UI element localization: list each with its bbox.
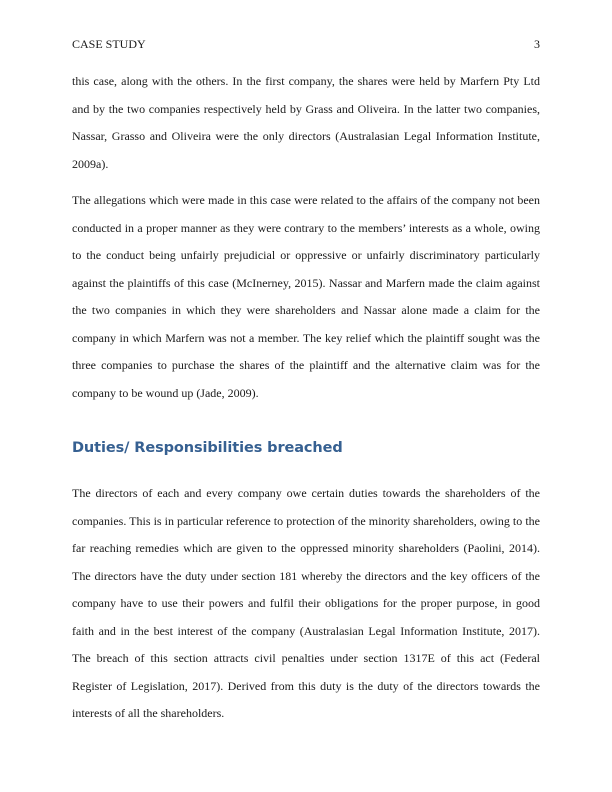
body-paragraph-2: The allegations which were made in this case were related to the affairs of the company not been conducted in a proper manner as they were contrary to the members’ interests as a whole, owing to the conduct being unfairly prejudicial or oppressive or unfairly discriminatory particularly against the plaintiffs of this case (McInerney, 2015). Nassar and Marfern made the claim against the two companies in which they were shareholders and Nassar alone made a claim for the company in which Marfern was not a member. The key relief which the plaintiff sought was the three companies to purchase the shares of the plaintiff and the alternative claim was for the company to be wound up (Jade, 2009). bbox=[72, 193, 540, 400]
body-paragraph-1: this case, along with the others. In the first company, the shares were held by Marfern Pty Ltd and by the two companies respectively held by Grass and Oliveira. In the latter two companies, Nassar, Grasso and Oliveira were the only directors (Australasian Legal Information Institute, 2009a). bbox=[72, 74, 540, 171]
running-head-title: CASE STUDY bbox=[72, 37, 146, 51]
body-paragraph-3: The directors of each and every company owe certain duties towards the shareholders of the companies. This is in particular reference to protection of the minority shareholders, owing to the far reaching remedies which are given to the oppressed minority shareholders (Paolini, 2014). The directors have the duty under section 181 whereby the directors and the key officers of the company have to use their powers and fulfil their obligations for the proper purpose, in good faith and in the best interest of the company (Australasian Legal Information Institute, 2017). The breach of this section attracts civil penalties under section 1317E of this act (Federal Register of Legislation, 2017). Derived from this duty is the duty of the directors towards the interests of all the shareholders. bbox=[72, 486, 540, 720]
section-heading-duties: Duties/ Responsibilities breached bbox=[72, 440, 343, 456]
document-body bbox=[72, 68, 540, 728]
page-number: 3 bbox=[534, 37, 540, 51]
page-header bbox=[72, 37, 540, 51]
